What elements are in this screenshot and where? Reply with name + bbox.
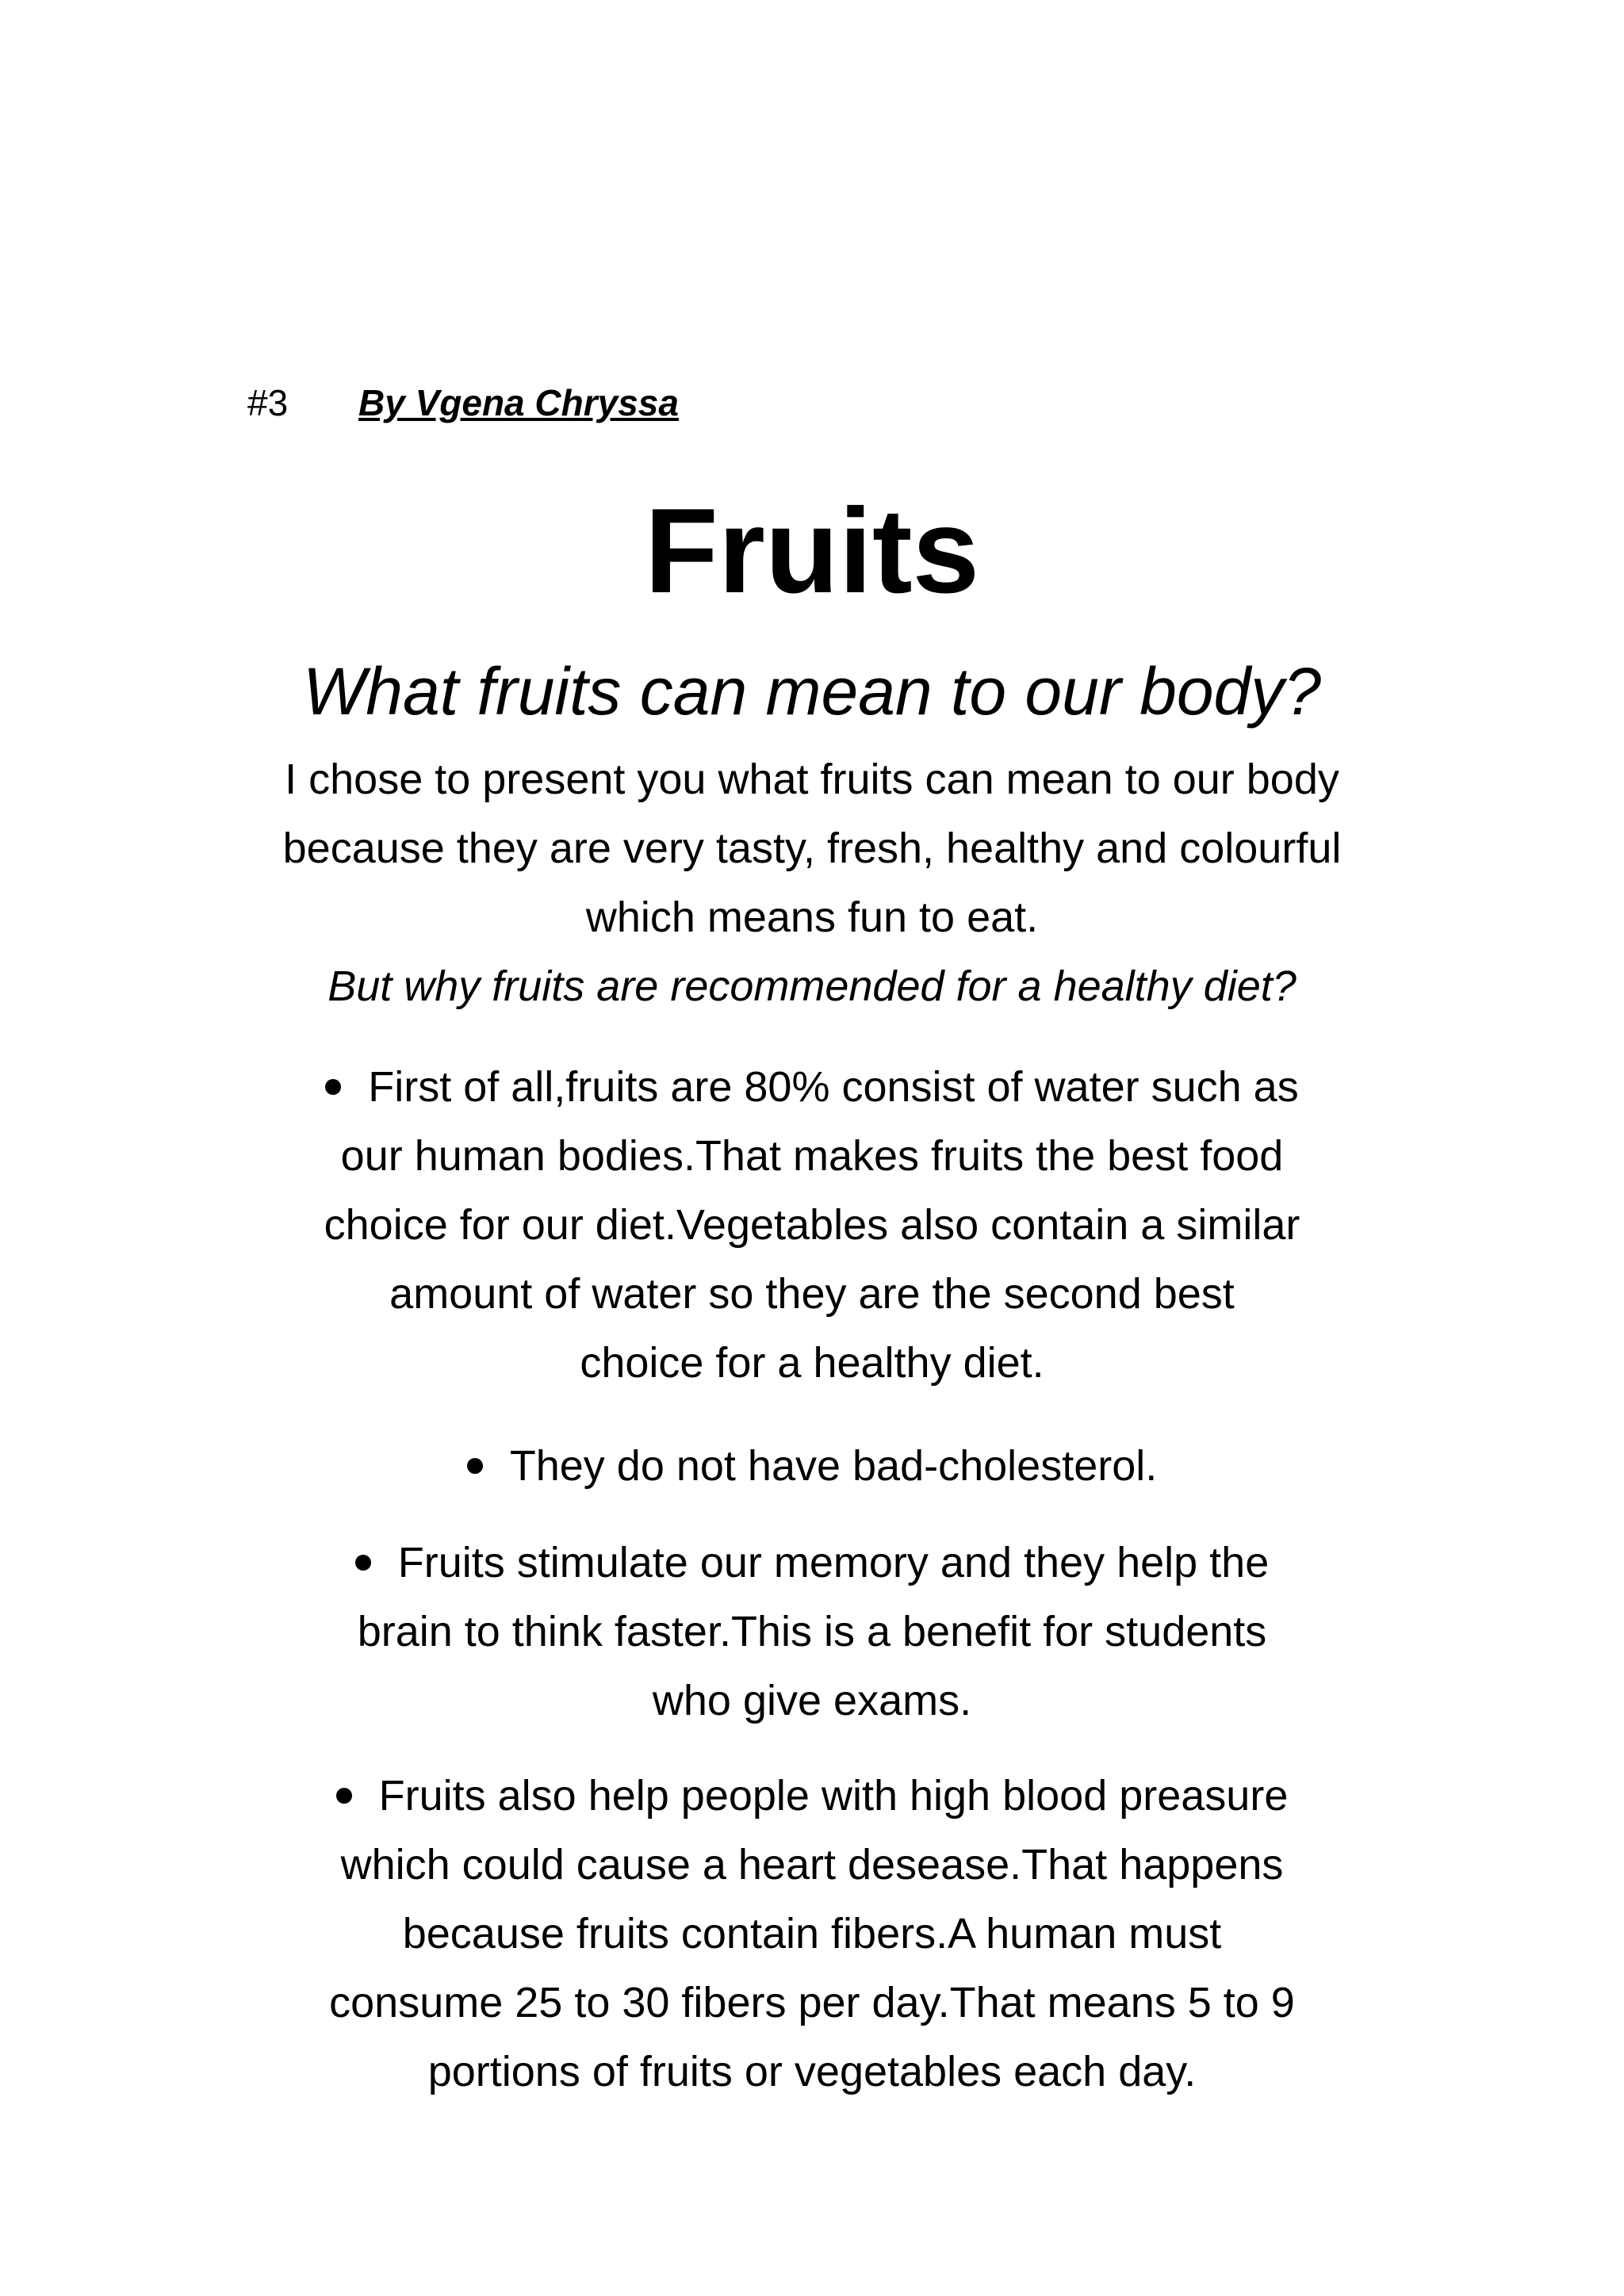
bullet-item-memory — [0, 1529, 1624, 1735]
page-title: Fruits — [644, 484, 980, 618]
bullet-line: who give exams. — [652, 1677, 972, 1724]
bullet-line: because fruits contain fibers.A human must — [402, 1910, 1222, 1957]
bullet-line: Fruits also help people with high blood preasure — [378, 1772, 1289, 1820]
author-byline: By Vgena Chryssa — [358, 382, 679, 423]
intro-line: because they are very tasty, fresh, healthy and colourful — [282, 825, 1342, 872]
bullet-line: They do not have bad-cholesterol. — [509, 1442, 1158, 1490]
bullet-line: which could cause a heart desease.That happens — [340, 1841, 1284, 1888]
bullet-line: our human bodies.That makes fruits the best food — [340, 1132, 1284, 1180]
intro-paragraph — [0, 745, 1624, 1021]
bullet-line: First of all,fruits are 80% consist of water such as — [368, 1063, 1299, 1111]
bullet-line: choice for our diet.Vegetables also contain a similar — [324, 1201, 1300, 1249]
bullet-item-blood-pressure — [0, 1762, 1624, 2107]
bullet-item-water — [0, 1053, 1624, 1398]
intro-line: which means fun to eat. — [585, 894, 1039, 941]
bullet-dot-icon — [467, 1458, 483, 1474]
bullet-dot-icon — [355, 1555, 371, 1571]
bullet-item-cholesterol — [0, 1432, 1624, 1501]
bullet-line: Fruits stimulate our memory and they help the — [397, 1539, 1270, 1586]
bullet-line: amount of water so they are the second best — [389, 1270, 1235, 1318]
bullet-line: brain to think faster.This is a benefit for students — [357, 1608, 1267, 1655]
page-subtitle: What fruits can mean to our body? — [303, 654, 1321, 729]
bullet-dot-icon — [325, 1079, 341, 1095]
intro-question: But why fruits are recommended for a healthy diet? — [327, 962, 1297, 1010]
bullet-line: portions of fruits or vegetables each day. — [427, 2048, 1197, 2095]
bullet-dot-icon — [336, 1788, 352, 1804]
bullet-line: consume 25 to 30 fibers per day.That means 5 to 9 — [329, 1979, 1295, 2026]
article-header — [247, 379, 679, 427]
issue-number: #3 — [247, 382, 289, 423]
intro-line: I chose to present you what fruits can mean to our body — [285, 756, 1339, 803]
bullet-line: choice for a healthy diet. — [580, 1339, 1044, 1387]
